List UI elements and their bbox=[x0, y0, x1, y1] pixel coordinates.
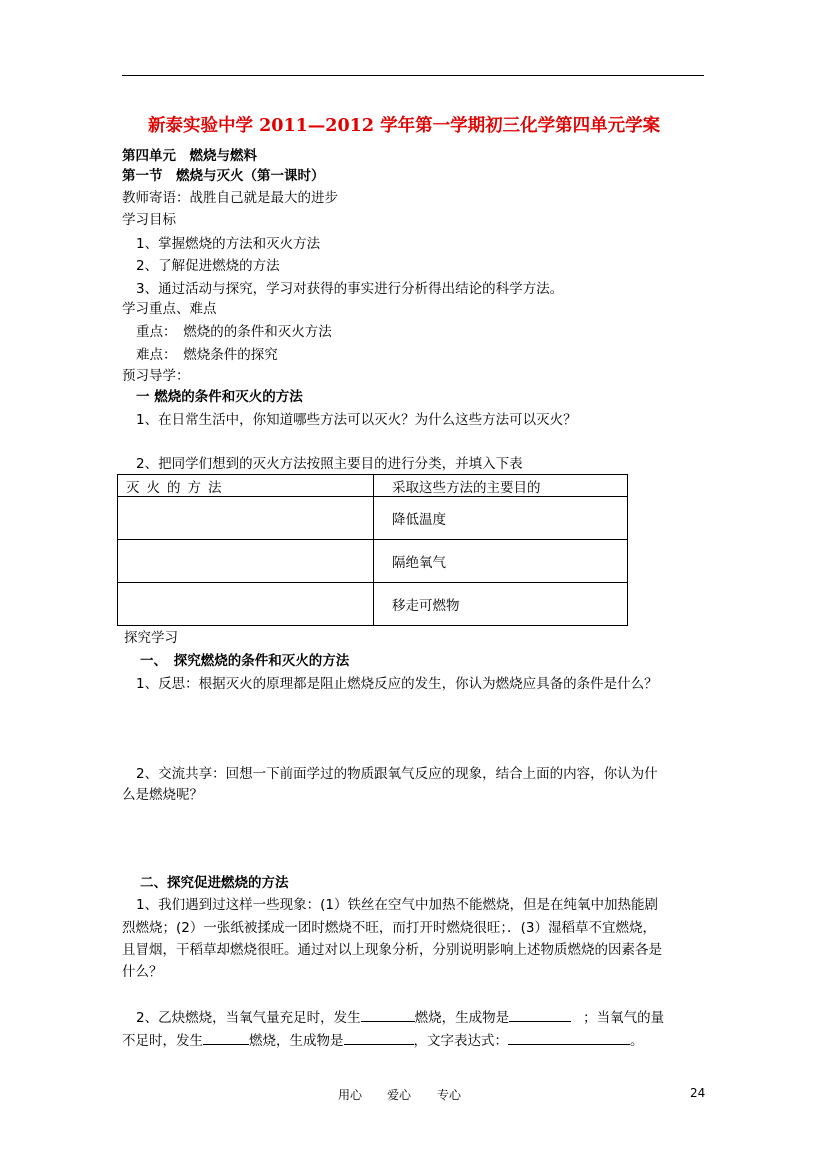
header-rule bbox=[122, 75, 704, 76]
table-cell-purpose: 移走可燃物 bbox=[374, 583, 628, 626]
fill-blank[interactable] bbox=[509, 1007, 571, 1022]
objectives-heading: 学习目标 bbox=[122, 212, 176, 228]
section-heading: 第一节 燃烧与灭火（第一课时） bbox=[122, 168, 325, 184]
fill-blank[interactable] bbox=[344, 1030, 414, 1045]
explore-question-2-line-1: 2、交流共享：回想一下前面学过的物质跟氧气反应的现象，结合上面的内容，你认为什 bbox=[136, 766, 658, 782]
table-row bbox=[118, 497, 628, 540]
unit-heading: 第四单元 燃烧与燃料 bbox=[122, 148, 257, 164]
p2-text: 不足时，发生 bbox=[122, 1033, 203, 1049]
paragraph-1-line-4: 什么？ bbox=[122, 964, 163, 980]
p2-text: ；当氧气的量 bbox=[583, 1010, 665, 1026]
page-number: 24 bbox=[690, 1086, 706, 1100]
table-header-method: 灭火的方法 bbox=[118, 475, 374, 497]
table-cell-method[interactable] bbox=[118, 497, 374, 540]
extinguish-method-table bbox=[117, 474, 628, 626]
preview-heading: 预习导学： bbox=[122, 368, 190, 384]
teacher-motto: 教师寄语：战胜自己就是最大的进步 bbox=[122, 190, 338, 206]
table-cell-method[interactable] bbox=[118, 540, 374, 583]
p2-text: 。 bbox=[630, 1033, 644, 1049]
table-row bbox=[118, 583, 628, 626]
paragraph-1-line-2: 烈燃烧；(2）一张纸被揉成一团时燃烧不旺，而打开时燃烧很旺；．(3）湿稻草不宜燃烧， bbox=[122, 920, 656, 936]
paragraph-1-line-1: 1、我们遇到过这样一些现象：(1）铁丝在空气中加热不能燃烧，但是在纯氧中加热能剧 bbox=[136, 897, 658, 913]
explore-subheading-2: 二、探究促进燃烧的方法 bbox=[140, 875, 289, 891]
key-points-heading: 学习重点、难点 bbox=[122, 301, 217, 317]
fill-blank[interactable] bbox=[361, 1007, 415, 1022]
p2-text: 燃烧，生成物是 bbox=[414, 1010, 510, 1026]
preview-question-1: 1、在日常生活中，你知道哪些方法可以灭火？为什么这些方法可以灭火？ bbox=[136, 412, 577, 428]
table-cell-purpose: 降低温度 bbox=[374, 497, 628, 540]
difficult-point: 难点： 燃烧条件的探究 bbox=[136, 347, 278, 363]
objective-item: 1、掌握燃烧的方法和灭火方法 bbox=[136, 236, 321, 252]
explore-question-1: 1、反思：根据灭火的原理都是阻止燃烧反应的发生，你认为燃烧应具备的条件是什么？ bbox=[136, 676, 658, 692]
table-header-purpose: 采取这些方法的主要目的 bbox=[374, 475, 628, 497]
preview-question-2: 2、把同学们想到的灭火方法按照主要目的进行分类，并填入下表 bbox=[136, 456, 523, 472]
fill-blank[interactable] bbox=[203, 1030, 249, 1045]
paragraph-1-line-3: 且冒烟，干稻草却燃烧很旺。通过对以上现象分析，分别说明影响上述物质燃烧的因素各是 bbox=[122, 942, 662, 958]
explore-heading: 探究学习 bbox=[124, 630, 178, 646]
explore-question-2-line-2: 么是燃烧呢？ bbox=[122, 787, 203, 803]
fill-blank[interactable] bbox=[508, 1030, 630, 1045]
objective-item: 3、通过活动与探究，学习对获得的事实进行分析得出结论的科学方法。 bbox=[136, 281, 564, 297]
preview-subheading: 一 燃烧的条件和灭火的方法 bbox=[136, 389, 303, 405]
paragraph-2-line-2 bbox=[122, 1030, 644, 1050]
footer-word: 用心 bbox=[338, 1088, 363, 1102]
p2-text: ，文字表达式： bbox=[413, 1033, 508, 1049]
objective-item: 2、了解促进燃烧的方法 bbox=[136, 258, 280, 274]
table-cell-purpose: 隔绝氧气 bbox=[374, 540, 628, 583]
page-title: 新泰实验中学 2011—2012 学年第一学期初三化学第四单元学案 bbox=[148, 116, 661, 136]
table-row bbox=[118, 540, 628, 583]
explore-subheading-1: 一、 探究燃烧的条件和灭火的方法 bbox=[140, 653, 350, 669]
p2-text: 燃烧，生成物是 bbox=[249, 1033, 344, 1049]
p2-text: 2、乙炔燃烧，当氧气量充足时，发生 bbox=[136, 1010, 361, 1026]
table-cell-method[interactable] bbox=[118, 583, 374, 626]
footer-word: 爱心 bbox=[387, 1088, 412, 1102]
paragraph-2-line-1 bbox=[136, 1007, 664, 1027]
footer-word: 专心 bbox=[437, 1088, 462, 1102]
key-point: 重点： 燃烧的的条件和灭火方法 bbox=[136, 324, 332, 340]
